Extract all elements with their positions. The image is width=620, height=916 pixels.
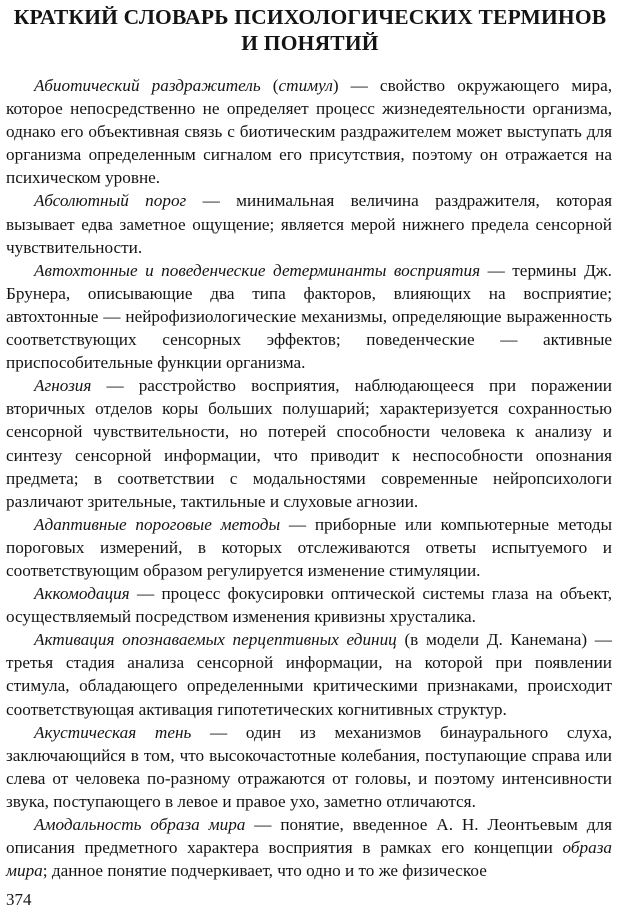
- glossary-entry: [6, 813, 612, 882]
- glossary-term: Абиотический раздражитель: [34, 76, 261, 95]
- glossary-term-secondary: образа мира: [6, 838, 612, 881]
- glossary-term: Активация опознаваемых перцептивных единиц: [34, 630, 397, 650]
- glossary-entry: [6, 513, 612, 582]
- page-number: 374: [6, 890, 32, 909]
- glossary-term: Амодальность образа мира: [34, 815, 246, 834]
- entry-definition: ) — свойство окружающего мира, которое непосредственно не определяет процесс жизнедеятельности организма, однако его объективная связь с биотическим раздражителем может выступать для организма определенным сигналом его присутствия, поэтому он отражается на психическом уровне.: [6, 76, 612, 188]
- glossary-term-secondary: стимул: [278, 76, 333, 95]
- entry-definition: — один из механизмов бинаурального слуха, заключающийся в том, что высокочастотные колебания, поступающие справа или слева от человека по-разному отражаются от головы, и поэтому интенсивности звука, поступающего в левое и правое ухо, заметно отличаются.: [6, 722, 613, 811]
- glossary-term: Адаптивные пороговые методы: [34, 514, 281, 534]
- entry-definition: — термины Дж. Брунера, описывающие два типа факторов, влияющих на восприятие; автохтонные — нейрофизиологические механизмы, определяющие выраженность соответствующих сенсорных эффектов; поведенческие — активные приспособительные функции организма.: [6, 260, 612, 373]
- page-title: [0, 4, 620, 56]
- entry-definition: (в модели Д. Канемана) — третья стадия анализа сенсорной информации, на которой при появлении стимула, обладающего определенными критическими признаками, происходит соответствующая активация гипотетических когнитивных структур.: [6, 630, 612, 719]
- glossary-term: Абсолютный порог: [34, 191, 187, 211]
- glossary-entry: [6, 582, 612, 628]
- entry-definition: — понятие, введенное А. Н. Леонтьевым для описания предметного характера восприятия в рамках его концепции: [6, 815, 613, 858]
- glossary-entry: [6, 721, 612, 813]
- glossary-term: Аккомодация: [34, 584, 130, 604]
- entry-definition: — минимальная величина раздражителя, которая вызывает едва заметное ощущение; является мерой нижнего предела сенсорной чувствительности.: [6, 191, 612, 257]
- glossary-term: Акустическая тень: [34, 722, 192, 742]
- entry-definition: — расстройство восприятия, наблюдающееся при поражении вторичных отделов коры больших полушарий; характеризуется сохранностью сенсорной чувствительности, но потерей способности человека к анализу и синтезу сенсорной информации, что приводит к неспособности опознания предмета; в соответствии с модальностями современные нейропсихологи различают зрительные, тактильные и слуховые агнозии.: [6, 376, 612, 511]
- entry-definition: — процесс фокусировки оптической системы глаза на объект, осуществляемый посредством изменения кривизны хрусталика.: [6, 584, 612, 627]
- glossary-entry: [6, 628, 612, 720]
- glossary-entry: [6, 259, 612, 374]
- page-title-line-2: И ПОНЯТИЙ: [241, 31, 379, 55]
- entry-definition: — приборные или компьютерные методы пороговых измерений, в которых отслеживаются ответы испытуемого и соответствующим образом регулируется изменение стимуляции.: [6, 514, 612, 580]
- glossary-entry: [6, 74, 612, 189]
- glossary-content: [6, 74, 612, 882]
- glossary-entry: [6, 374, 612, 513]
- glossary-term: Автохтонные и поведенческие детерминанты восприятия: [34, 260, 481, 280]
- glossary-term: Агнозия: [34, 376, 92, 396]
- entry-text: (: [260, 76, 279, 95]
- entry-definition-continued: ; данное понятие подчеркивает, что одно и то же физическое: [42, 861, 487, 881]
- glossary-entry: [6, 189, 612, 258]
- page-title-line-1: КРАТКИЙ СЛОВАРЬ ПСИХОЛОГИЧЕСКИХ ТЕРМИНОВ: [13, 5, 607, 29]
